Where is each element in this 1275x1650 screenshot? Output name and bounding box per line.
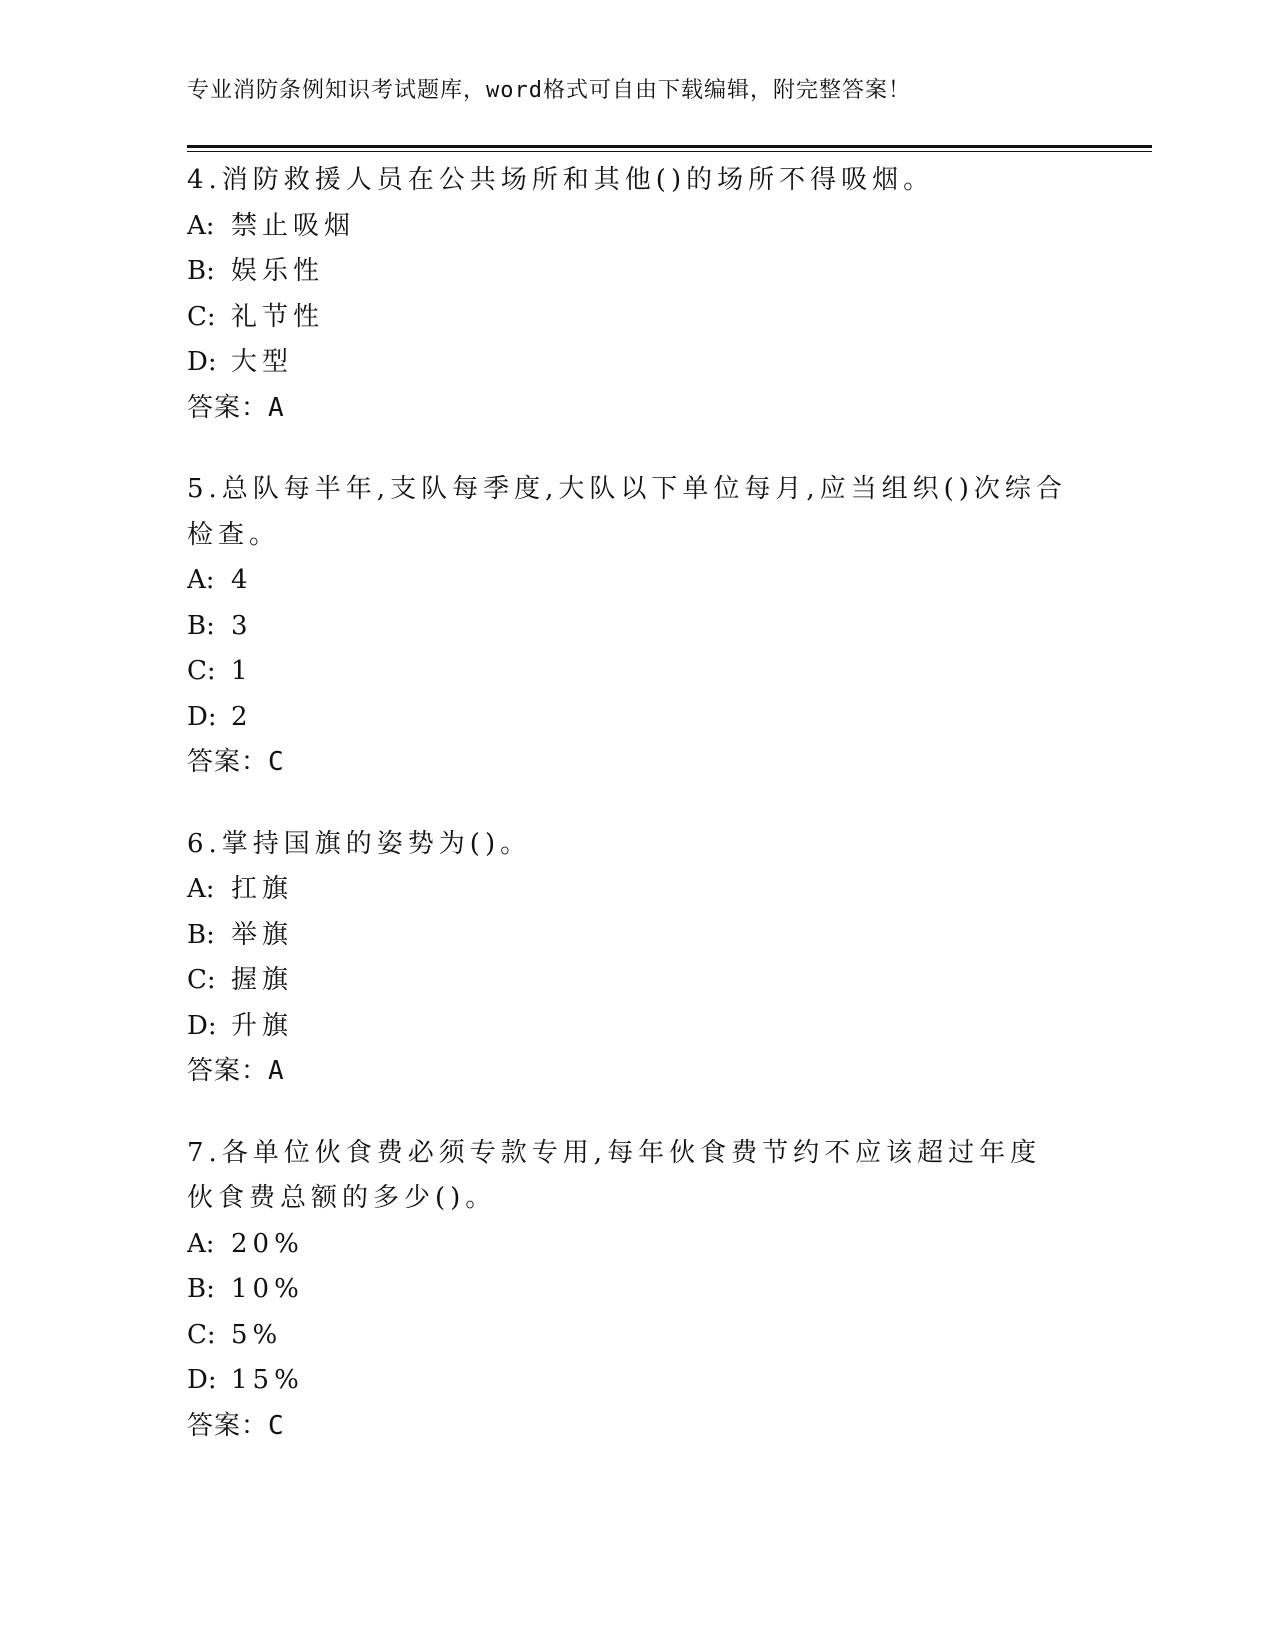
option-text: 扛旗: [231, 874, 294, 904]
question-text: 6.掌持国旗的姿势为()。: [187, 828, 532, 859]
option-text: 15%: [231, 1365, 304, 1395]
option-text: 2: [231, 701, 253, 732]
option-c: [187, 1313, 1087, 1359]
option-text: 大型: [231, 347, 294, 377]
option-d: [187, 340, 1087, 386]
option-letter: C:: [187, 1319, 216, 1350]
question-text: 5.总队每半年,支队每季度,大队以下单位每月,应当组织()次综合检查。: [187, 474, 1067, 550]
option-c: [187, 649, 1087, 695]
option-c: [187, 295, 1087, 341]
header-rule-thick: [187, 145, 1152, 148]
question-text: 4.消防救援人员在公共场所和其他()的场所不得吸烟。: [187, 165, 935, 195]
option-d: [187, 1004, 1087, 1050]
question-4: [187, 158, 1087, 431]
answer-line: 答案：A: [187, 1056, 285, 1086]
option-letter: A:: [187, 1228, 215, 1259]
option-text: 娱乐性: [231, 256, 325, 286]
option-text: 4: [231, 565, 253, 595]
option-text: 禁止吸烟: [231, 210, 356, 241]
option-text: 10%: [231, 1274, 304, 1304]
option-text: 礼节性: [231, 301, 325, 332]
question-5: [187, 467, 1087, 786]
option-letter: D:: [187, 1365, 217, 1395]
header-rule-thin: [187, 151, 1152, 152]
option-text: 握旗: [231, 965, 294, 995]
option-letter: B:: [187, 256, 215, 286]
option-a: [187, 867, 1087, 913]
answer-line: 答案：A: [187, 392, 285, 423]
option-letter: B:: [187, 610, 215, 641]
option-b: [187, 1267, 1087, 1313]
option-b: [187, 913, 1087, 959]
question-6: [187, 822, 1087, 1095]
question-list: [187, 158, 1087, 1485]
option-letter: D:: [187, 701, 217, 732]
option-text: 1: [231, 656, 253, 686]
option-text: 举旗: [231, 919, 294, 950]
option-a: [187, 1222, 1087, 1268]
option-letter: A:: [187, 874, 215, 904]
question-7: [187, 1131, 1087, 1450]
question-text: 7.各单位伙食费必须专款专用,每年伙食费节约不应该超过年度伙食费总额的多少()。: [187, 1137, 1042, 1213]
document-header: 专业消防条例知识考试题库，word格式可自由下载编辑，附完整答案！: [187, 78, 911, 103]
option-text: 20%: [231, 1228, 304, 1259]
option-letter: B:: [187, 1274, 215, 1304]
option-letter: D:: [187, 1010, 217, 1041]
option-a: [187, 204, 1087, 250]
option-text: 3: [231, 610, 253, 641]
answer-line: 答案：C: [187, 1410, 285, 1441]
option-b: [187, 604, 1087, 650]
option-d: [187, 695, 1087, 741]
option-letter: A:: [187, 565, 215, 595]
option-text: 5%: [231, 1319, 283, 1350]
option-letter: C:: [187, 965, 216, 995]
option-text: 升旗: [231, 1010, 294, 1041]
option-b: [187, 249, 1087, 295]
option-letter: B:: [187, 919, 215, 950]
option-d: [187, 1358, 1087, 1404]
option-letter: C:: [187, 656, 216, 686]
answer-line: 答案：C: [187, 747, 285, 777]
option-letter: A:: [187, 210, 215, 241]
option-c: [187, 958, 1087, 1004]
option-a: [187, 558, 1087, 604]
option-letter: D:: [187, 347, 217, 377]
option-letter: C:: [187, 301, 216, 332]
